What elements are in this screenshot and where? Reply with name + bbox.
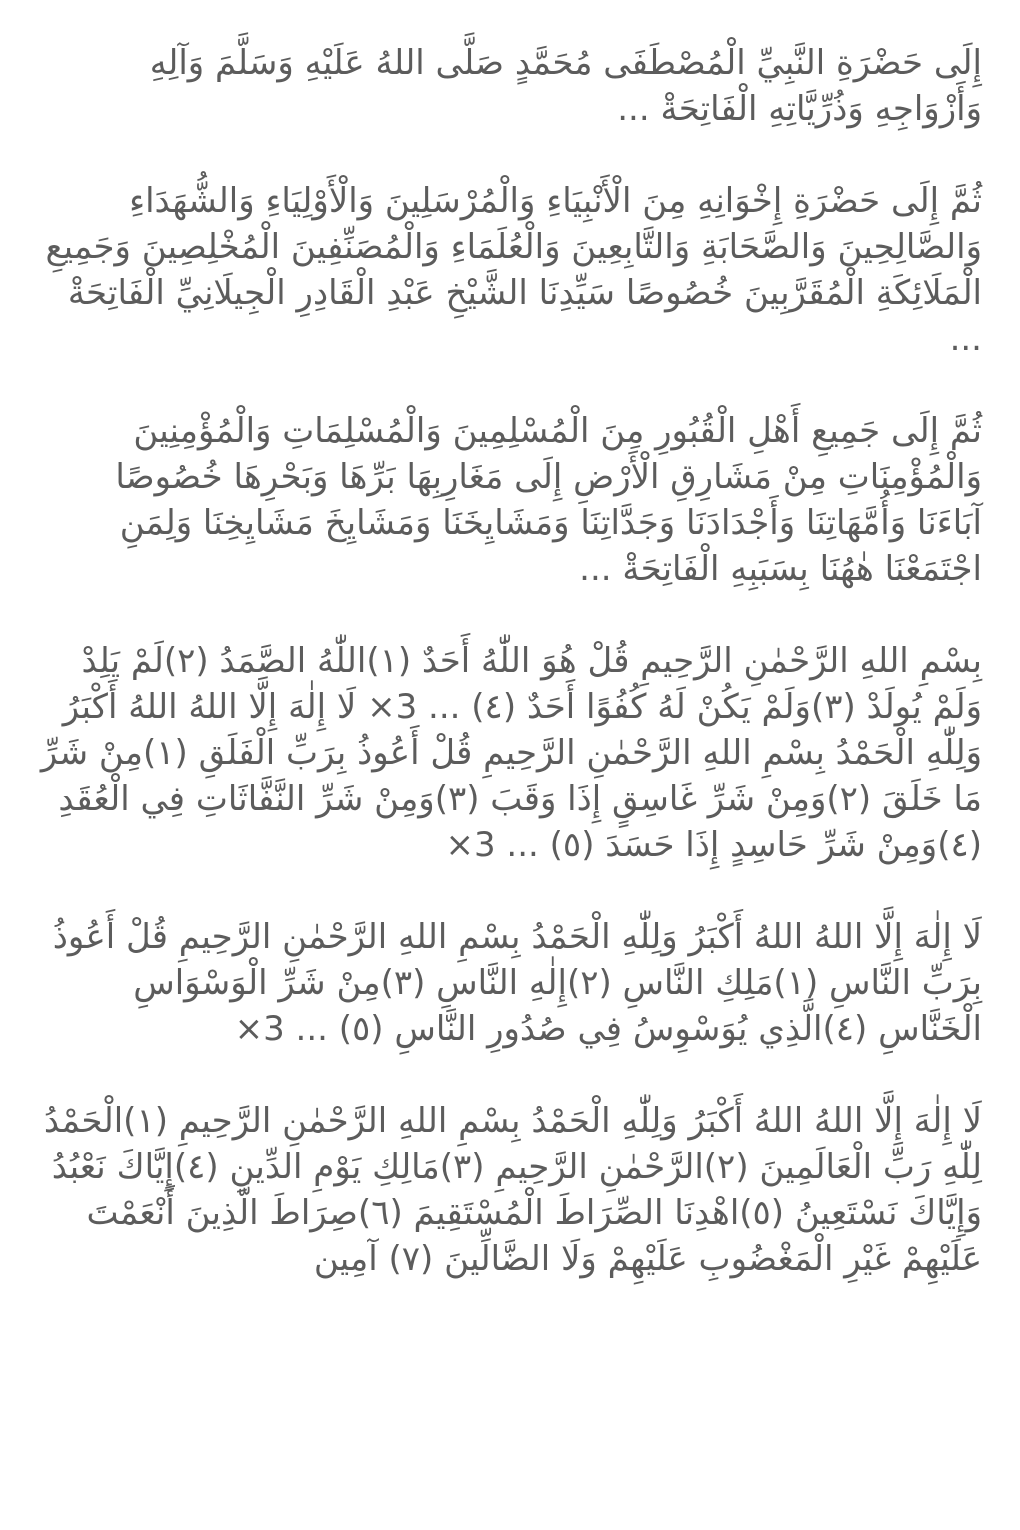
paragraph-dedication-deceased: ثُمَّ إِلَى جَمِيعِ أَهْلِ الْقُبُورِ مِنَ الْمُسْلِمِينَ وَالْمُسْلِمَاتِ وَالْمُؤْمِنِينَ وَالْمُؤْمِنَاتِ مِنْ مَشَارِقِ الْأَرْضِ إِلَى مَغَارِبِهَا بَرِّهَا وَبَحْرِهَا خُصُوصًا آبَاءَنَا وَأُمَّهَاتِنَا وَأَجْدَادَنَا وَجَدَّاتِنَا وَمَشَايِخَنَا وَمَشَايِخَ مَشَايِخِنَا وَلِمَنِ اجْتَمَعْنَا هٰهُنَا بِسَبَبِهِ الْفَاتِحَةْ ... — [115, 411, 982, 589]
document-page — [40, 40, 982, 1510]
paragraph-fatiha: لَا إِلٰهَ إِلَّا اللهُ اللهُ أَكْبَرُ وَلِلّٰهِ الْحَمْدُ بِسْمِ اللهِ الرَّحْمٰنِ الرَّحِيمِ (١)الْحَمْدُ لِلّٰهِ رَبِّ الْعَالَمِينَ (٢)الرَّحْمٰنِ الرَّحِيمِ (٣)مَالِكِ يَوْمِ الدِّينِ (٤)إِيَّاكَ نَعْبُدُ وَإِيَّاكَ نَسْتَعِينُ (٥)اهْدِنَا الصِّرَاطَ الْمُسْتَقِيمَ (٦)صِرَاطَ الَّذِينَ أَنْعَمْتَ عَلَيْهِمْ غَيْرِ الْمَغْضُوبِ عَلَيْهِمْ وَلَا الضَّالِّينَ (٧) آمِين — [43, 1101, 982, 1279]
paragraph-dedication-prophet: إِلَى حَضْرَةِ النَّبِيِّ الْمُصْطَفَى مُحَمَّدٍ صَلَّى اللهُ عَلَيْهِ وَسَلَّمَ وَآلِهِ وَأَزْوَاجِهِ وَذُرِّيَّاتِهِ الْفَاتِحَةْ ... — [149, 43, 982, 129]
paragraph-dedication-prophets-saints: ثُمَّ إِلَى حَضْرَةِ إِخْوَانِهِ مِنَ الْأَنْبِيَاءِ وَالْمُرْسَلِينَ وَالْأَوْلِيَاءِ وَالشُّهَدَاءِ وَالصَّالِحِينَ وَالصَّحَابَةِ وَالتَّابِعِينَ وَالْعُلَمَاءِ وَالْمُصَنِّفِينَ الْمُخْلِصِينَ وَجَمِيعِ الْمَلَائِكَةِ الْمُقَرَّبِينَ خُصُوصًا سَيِّدِنَا الشَّيْخِ عَبْدِ الْقَادِرِ الْجِيلَانِيِّ الْفَاتِحَةْ ... — [45, 181, 982, 359]
paragraph-nas: لَا إِلٰهَ إِلَّا اللهُ اللهُ أَكْبَرُ وَلِلّٰهِ الْحَمْدُ بِسْمِ اللهِ الرَّحْمٰنِ الرَّحِيمِ قُلْ أَعُوذُ بِرَبِّ النَّاسِ (١)مَلِكِ النَّاسِ (٢)إِلٰهِ النَّاسِ (٣)مِنْ شَرِّ الْوَسْوَاسِ الْخَنَّاسِ (٤)الَّذِي يُوَسْوِسُ فِي صُدُورِ النَّاسِ (٥) ... 3× — [52, 917, 982, 1049]
paragraph-ikhlas-falaq: بِسْمِ اللهِ الرَّحْمٰنِ الرَّحِيمِ قُلْ هُوَ اللّٰهُ أَحَدٌ (١)اللّٰهُ الصَّمَدُ (٢)لَمْ يَلِدْ وَلَمْ يُولَدْ (٣)وَلَمْ يَكُنْ لَهُ كُفُوًا أَحَدٌ (٤) ... 3× لَا إِلٰهَ إِلَّا اللهُ اللهُ أَكْبَرُ وَلِلّٰهِ الْحَمْدُ بِسْمِ اللهِ الرَّحْمٰنِ الرَّحِيمِ قُلْ أَعُوذُ بِرَبِّ الْفَلَقِ (١)مِنْ شَرِّ مَا خَلَقَ (٢)وَمِنْ شَرِّ غَاسِقٍ إِذَا وَقَبَ (٣)وَمِنْ شَرِّ النَّفَّاثَاتِ فِي الْعُقَدِ (٤)وَمِنْ شَرِّ حَاسِدٍ إِذَا حَسَدَ (٥) ... 3× — [40, 641, 982, 865]
